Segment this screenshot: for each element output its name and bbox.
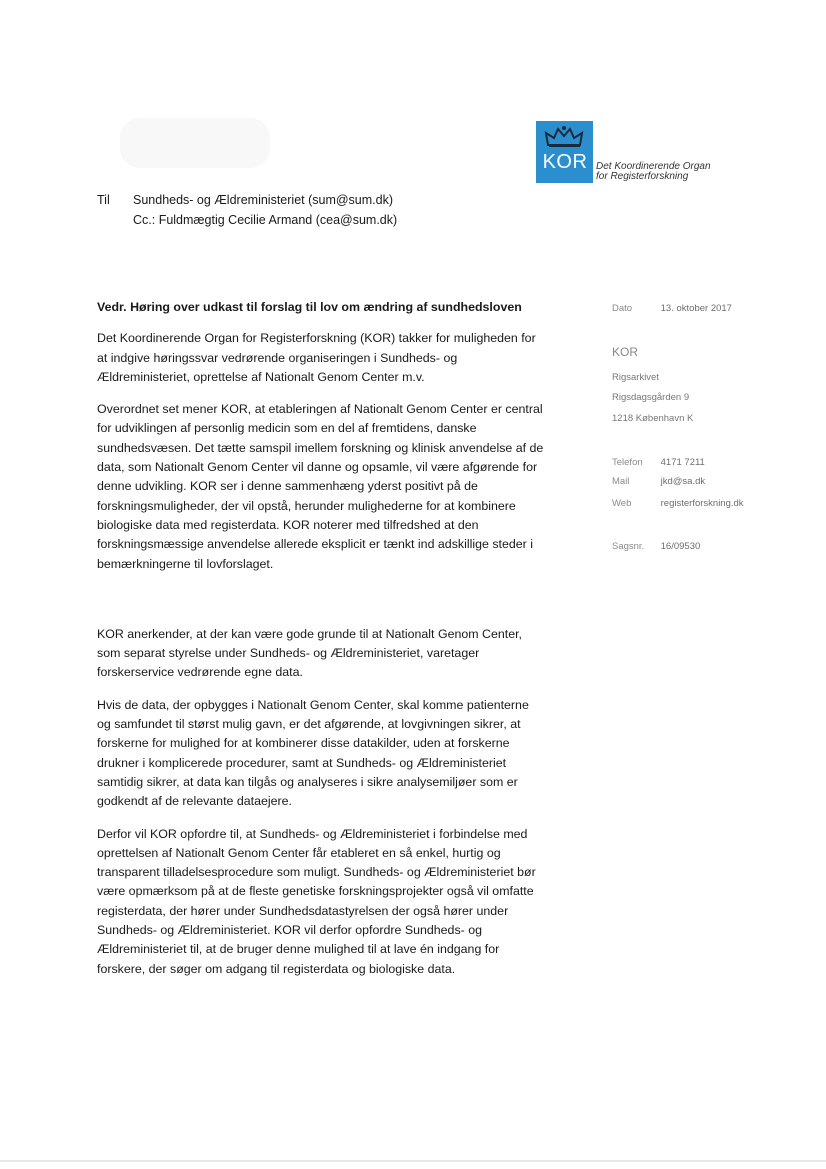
address-line-2: Rigsdagsgården 9 — [612, 392, 690, 403]
kor-logo — [536, 121, 726, 191]
scan-smudge — [120, 118, 270, 168]
web-label: Web — [612, 498, 632, 509]
paragraph-2: Overordnet set mener KOR, at etableringen af Nationalt Genom Center er central for udviklingen af personlig medicin som en del af fremtidens, danske sundhedsvæsen. Det tætte samspil imellem forskning og klinisk anvendelse af de data, som Nationalt Genom Center vil danne og opsamle, vil være afgørende for denne udvikling. KOR ser i denne sammenhæng yderst positivt på de forskningsmuligheder, der vil opstå, herunder mulighederne for at kombinere biologiske data med registerdata. KOR noterer med tilfredshed at den forskningsmæssige anvendelse allerede eksplicit er tænkt ind adskillige steder i bemærkningerne til lovforslaget. — [97, 402, 544, 571]
phone-value: 4171 7211 — [660, 457, 705, 468]
sidebar-org: KOR — [612, 345, 639, 359]
recipient-cc: Cc.: Fuldmægtig Cecilie Armand (cea@sum.dk) — [133, 213, 398, 227]
mail-label: Mail — [612, 476, 630, 487]
mail-value: jkd@sa.dk — [660, 476, 706, 487]
logo-name — [596, 162, 728, 182]
paragraph-gap — [97, 587, 545, 625]
crown-icon — [542, 125, 587, 149]
paragraph-4: Hvis de data, der opbygges i Nationalt Genom Center, skal komme patienterne og samfundet til størst mulig gavn, er det afgørende, at lovgivningen sikrer, at forskerne for mulighed for at kombinerer disse datakilder, uden at forskerne drukner i komplicerede procedurer, samt at Sundheds- og Ældreministeriet samtidig sikrer, at data kan tilgås og analyseres i sikre analysemiljøer som er godkendt af de relevante dataejere. — [97, 697, 529, 809]
web-value: registerforskning.dk — [660, 498, 744, 509]
paragraph-1: Det Koordinerende Organ for Registerforskning (KOR) takker for muligheden for at indgive høringssvar vedrørende organiseringen i Sundheds- og Ældreministeriet, oprettelse af Nationalt Genom Center m.v. — [97, 331, 536, 384]
logo-box — [536, 121, 593, 183]
recipient-to: Sundheds- og Ældreministeriet (sum@sum.dk) — [133, 193, 394, 207]
date-value: 13. oktober 2017 — [660, 303, 732, 314]
case-value: 16/09530 — [660, 541, 701, 552]
letter-subject: Vedr. Høring over udkast til forslag til lov om ændring af sundhedsloven — [97, 300, 522, 314]
paragraph-5: Derfor vil KOR opfordre til, at Sundheds- og Ældreministeriet i forbindelse med oprettelsen af Nationalt Genom Center får etableret en så enkel, hurtig og transparent tilladelsesprocedure som muligt. Sundheds- og Ældreministeriet bør være opmærksom på at de fleste genetiske forskningsprojekter også vil omfatte registerdata, der hører under Sundhedsdatastyrelsen der også hører under Sundheds- og Ældreministeriet. KOR vil derfor opfordre Sundheds- og Ældreministeriet til, at de bruger denne mulighed til at lave én indgang for forskere, der søger om adgang til registerdata og biologiske data. — [97, 826, 536, 976]
date-row — [612, 303, 732, 314]
scan-bottom-edge — [0, 1160, 826, 1162]
web-row — [612, 498, 744, 509]
address-line-1: Rigsarkivet — [612, 372, 659, 383]
mail-row — [612, 476, 705, 487]
address-line-3: 1218 København K — [612, 413, 694, 424]
case-label: Sagsnr. — [612, 541, 645, 552]
date-label: Dato — [612, 303, 633, 314]
logo-name-line1: Det Koordinerende Organ — [596, 161, 711, 172]
paragraph-3: KOR anerkender, at der kan være gode grunde til at Nationalt Genom Center, som separat styrelse under Sundheds- og Ældreministeriet, varetager forskerservice vedrørende egne data. — [97, 626, 522, 680]
logo-abbreviation: KOR — [542, 151, 588, 173]
recipient-label: Til — [97, 193, 110, 207]
phone-label: Telefon — [612, 457, 643, 468]
letter-body — [97, 298, 545, 992]
case-row — [612, 541, 700, 552]
logo-name-line2: for Registerforskning — [596, 171, 689, 182]
phone-row — [612, 457, 705, 468]
